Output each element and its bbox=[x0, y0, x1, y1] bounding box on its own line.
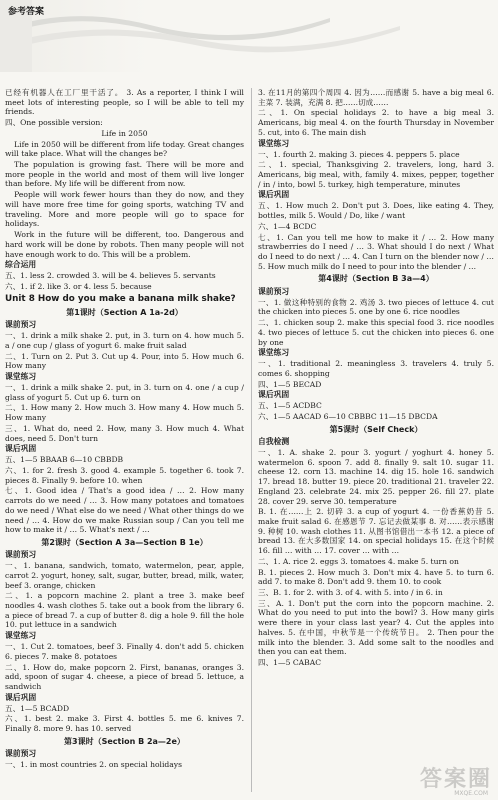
answer-line: 五、1—5 BCADD bbox=[5, 703, 70, 713]
page-title: 参考答案 bbox=[8, 7, 45, 17]
section-heading: 课后巩固 bbox=[5, 444, 37, 454]
answer-line: 六、1—4 BCDC bbox=[258, 221, 317, 231]
column-divider bbox=[251, 88, 252, 792]
section-heading: 课前预习 bbox=[5, 749, 37, 759]
page-header bbox=[0, 0, 498, 72]
answer-line: 三、B. 1. for 2. with 3. of 4. with 5. into / in 6. in bbox=[258, 588, 443, 598]
answer-line: 四、1—5 BECAD bbox=[258, 379, 322, 389]
answer-line: 二、1. How do, make popcorn 2. First, bananas, oranges 3. add, spoon of sugar 4. cheese, a piece of bread 5. lettuce, a sandwich bbox=[5, 662, 244, 692]
answer-line: 七、1. Can you tell me how to make it / … 2. How many strawberries do I need / … 3. What should I do next / What do I need to do next / … 4. Can I turn on the blender now / … 5. How much milk do I need to pour into the blender / … bbox=[258, 232, 494, 271]
watermark: 答案圈 bbox=[419, 766, 492, 792]
answer-line: 五、1—5 BBAAB 6—10 CBBDB bbox=[5, 455, 124, 465]
decorative-ribbon-graphic bbox=[0, 0, 498, 72]
lesson-heading: 第1课时（Section A 1a-2d） bbox=[66, 307, 183, 317]
answer-line: 一、1. banana, sandwich, tomato, watermelon, pear, apple, carrot 2. yogurt, honey, salt, sugar, butter, bread, milk, water, beef 3. orange, chicken bbox=[5, 561, 244, 590]
answer-line: 六、1. if 2. like 3. or 4. less 5. because bbox=[5, 281, 152, 291]
answer-line: 一、1. 做这种特别的食物 2. 鸡汤 3. two pieces of lettuce 4. cut the chicken into pieces 5. one by one 6. rice noodles bbox=[258, 297, 494, 317]
answer-line: 五、1. How much 2. Don't put 3. Does, like eating 4. They, bottles, milk 5. Would / Do, like / want bbox=[258, 201, 494, 221]
answer-line: 三、1. What do, need 2. How, many 3. How much 4. What does, need 5. Don't turn bbox=[5, 423, 244, 443]
answer-line: 三、A. 1. Don't put the corn into the popcorn machine. 2. What do you need to put into the bowl? 3. How many girls were there in your class last year? 4. Cut the apples into halves. 5. 在中国，中秋节是一个传统节日。 2. Then pour the milk into the blender. 3. Add some salt to the noodles and then you can eat them. bbox=[258, 598, 494, 657]
lesson-heading: 第5课时（Self Check） bbox=[329, 424, 423, 434]
essay-paragraph: Life in 2050 will be different from life today. Great changes will take place. What will the changes be? bbox=[5, 139, 244, 159]
answer-line: 一、1. drink a milk shake 2. put, in 3. turn on 4. how much 5. a / one cup / glass of yogurt 6. make fruit salad bbox=[5, 331, 244, 350]
answer-line: 六、1—5 AACAD 6—10 CBBBC 11—15 DBCDA bbox=[258, 412, 438, 422]
answer-line: 一、1. fourth 2. making 3. pieces 4. peppers 5. place bbox=[258, 149, 460, 159]
essay-paragraph: Work in the future will be different, too. Dangerous and hard work will be done by robots. Then many people will not have enough work to do. This will be a problem. bbox=[5, 230, 244, 259]
answer-line: B. 1. 在……上 2. 切碎 3. a cup of yogurt 4. 一份香蕉奶昔 5. make fruit salad 6. 在感恩节 7. 忘记去做某事 8. 对……表示感谢 9. 种树 10. wash clothes 11. 从图书馆借出一本书 12. a piece of bread 13. 在大多数国家 14. on special holidays 15. 在这个时候 16. fill … with … 17. cover … with … bbox=[258, 507, 494, 556]
answer-line: 四、One possible version: bbox=[5, 118, 103, 128]
answer-line: 二、1. On special holidays 2. to have a big meal 3. Americans, big meal 4. on the fourth Thursday in November 5. cut, into 6. The main dish bbox=[258, 108, 494, 137]
answer-line: 已经有机器人在工厂里干活了。 3. As a reporter, I think I will meet lots of interesting people, so I will be able to tell my friends. bbox=[5, 88, 244, 117]
answer-line: 五、1. less 2. crowded 3. will be 4. believes 5. servants bbox=[5, 271, 216, 281]
answer-line: 七、1. Good idea / That's a good idea / … 2. How many carrots do we need / … 3. How many potatoes and tomatoes do we need / What else do we need / What other things do we need / … 4. How do we make Russian soup / Can you tell me how to make it / … 5. What's next / … bbox=[5, 486, 244, 535]
lesson-heading: 第2课时（Section A 3a—Section B 1e） bbox=[41, 537, 208, 547]
lesson-heading: 第4课时（Section B 3a—4） bbox=[318, 274, 434, 284]
right-column bbox=[258, 88, 494, 669]
answer-line: 一、1. Cut 2. tomatoes, beef 3. Finally 4. don't add 5. chicken 6. pieces 7. make 8. potatoes bbox=[5, 642, 244, 661]
left-column bbox=[5, 88, 244, 771]
answer-line: 二、1. Turn on 2. Put 3. Cut up 4. Pour, into 5. How much 6. How many bbox=[5, 351, 244, 371]
answer-line: 六、1. best 2. make 3. First 4. bottles 5. me 6. knives 7. Finally 8. more 9. has 10. served bbox=[5, 714, 244, 734]
essay-paragraph: The population is growing fast. There will be more and more people in the world and most of them will live longer than before. My life will be different from now. bbox=[5, 160, 244, 189]
answer-line: 一、1. traditional 2. meaningless 3. travelers 4. truly 5. comes 6. shopping bbox=[258, 359, 494, 378]
essay-paragraph: People will work fewer hours than they do now, and they will have more free time for going sports, watching TV and traveling. More and more people will go to space for holidays. bbox=[5, 190, 244, 229]
answer-line: 一、1. A. shake 2. pour 3. yogurt / yoghurt 4. honey 5. watermelon 6. spoon 7. add 8. finally 9. salt 10. sugar 11. cheese 12. corn 13. machine 14. dig 15. hole 16. sandwich 17. bread 18. butter 19. piece 20. traditional 21. traveler 22. England 23. celebrate 24. mix 25. pepper 26. fill 27. plate 28. cover 29. serve 30. temperature bbox=[258, 447, 494, 506]
section-heading: 课堂练习 bbox=[258, 348, 290, 358]
section-heading: 课后巩固 bbox=[5, 692, 37, 702]
answer-line: 五、1—5 ACDBC bbox=[258, 401, 322, 411]
answer-line: 二、1. chicken soup 2. make this special food 3. rice noodles 4. two pieces of lettuce 5. cut the chicken into pieces 6. one by one bbox=[258, 318, 494, 347]
section-heading: 自我检测 bbox=[258, 437, 290, 446]
section-heading: 综合运用 bbox=[5, 260, 37, 270]
unit-heading: Unit 8 How do you make a banana milk shake? bbox=[5, 293, 236, 304]
answer-line: B. 1. pieces 2. How much 3. Don't mix 4. have 5. to turn 6. add 7. to make 8. Don't add 9. them 10. to cook bbox=[258, 567, 494, 587]
answer-line: 一、1. drink a milk shake 2. put, in 3. turn on 4. one / a cup / glass of yogurt 5. Cut up 6. turn on bbox=[5, 382, 244, 402]
section-heading: 课堂练习 bbox=[5, 371, 37, 381]
section-heading: 课后巩固 bbox=[258, 390, 290, 400]
section-heading: 课前预习 bbox=[5, 320, 37, 330]
essay-title: Life in 2050 bbox=[101, 128, 148, 138]
lesson-heading: 第3课时（Section B 2a—2e） bbox=[64, 736, 185, 746]
answer-line: 3. 在11月的第四个周四 4. 因为……而感谢 5. have a big meal 6. 主菜 7. 装满，充满 8. 把……切成…… bbox=[258, 88, 494, 107]
section-heading: 课前预习 bbox=[258, 286, 290, 296]
answer-line: 二、1. special, Thanksgiving 2. travelers, long, hard 3. Americans, big meal, with, family 4. mixes, pepper, together / in / into, bowl 5. turkey, high temperature, minutes bbox=[258, 160, 494, 189]
answer-line: 六、1. for 2. fresh 3. good 4. example 5. together 6. took 7. pieces 8. Finally 9. before 10. when bbox=[5, 465, 244, 485]
section-heading: 课堂练习 bbox=[5, 631, 37, 641]
section-heading: 课堂练习 bbox=[258, 138, 290, 148]
answer-line: 二、1. A. rice 2. eggs 3. tomatoes 4. make 5. turn on bbox=[258, 556, 459, 566]
section-heading: 课后巩固 bbox=[258, 190, 290, 200]
answer-line: 一、1. in most countries 2. on special holidays bbox=[5, 760, 182, 770]
answer-line: 二、1. a popcorn machine 2. plant a tree 3. make beef noodles 4. wash clothes 5. take out a book from the library 6. a piece of bread 7. a cup of butter 8. dig a hole 9. fill the hole 10. put lettuce in a sandwich bbox=[5, 591, 244, 630]
section-heading: 课前预习 bbox=[5, 550, 37, 560]
watermark-url: MXQE.COM bbox=[454, 790, 488, 798]
answer-line: 二、1. How many 2. How much 3. How many 4. How much 5. How many bbox=[5, 403, 244, 423]
answer-line: 四、1—5 CABAC bbox=[258, 658, 322, 668]
